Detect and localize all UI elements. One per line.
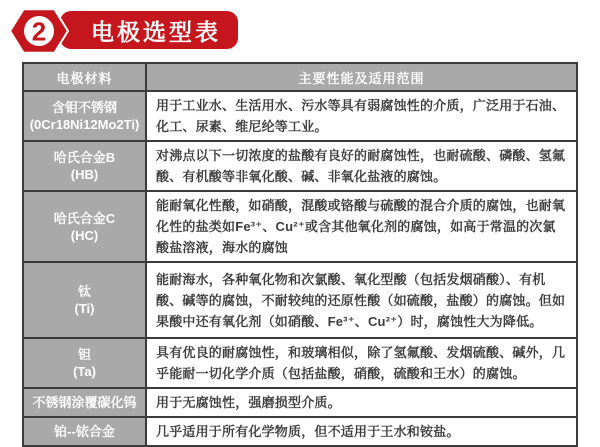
performance-cell: 能耐海水，各种氧化物和次氯酸、氧化型酸（包括发烟硝酸）、有机酸、碱等的腐蚀，不耐较纯的还原性酸（如硫酸，盐酸）的腐蚀。但如果酸中还有氧化剂（如硝酸、Fe³⁺、Cu²⁺）时，腐蚀性大为降低。 (146, 262, 577, 338)
table-header-row (23, 63, 577, 91)
material-cell (23, 191, 146, 262)
performance-cell: 用于无腐蚀性，强磨损型介质。 (146, 388, 577, 417)
material-name: 不锈钢涂覆碳化钨 (32, 395, 137, 410)
page-header (0, 0, 600, 58)
performance-cell: 能耐氧化性酸，如硝酸，混酸或铬酸与硫酸的混合介质的腐蚀，也耐氧化性的盐类如Fe³⁺、Cu²⁺或含其他氧化剂的腐蚀，如高于常温的次氯酸盐溶液，海水的腐蚀 (146, 191, 577, 262)
material-code: (Ta) (73, 364, 96, 379)
performance-cell: 几乎适用于所有化学物质，但不适用于王水和铵盐。 (146, 417, 577, 446)
page-title: 电极选型表 (91, 18, 221, 45)
material-cell (23, 338, 146, 388)
table-row (23, 141, 577, 191)
material-code: (HC) (70, 227, 99, 243)
material-name: 哈氏合金C (53, 210, 116, 226)
material-name: 钽 (77, 347, 91, 362)
performance-cell: 对沸点以下一切浓度的盐酸有良好的耐腐蚀性，也耐硫酸、磷酸、氢氟酸、有机酸等非氧化酸、碱、非氧化盐液的腐蚀。 (146, 141, 577, 191)
material-name: 含钼不锈钢 (51, 100, 117, 115)
material-code: (Ti) (74, 301, 95, 316)
material-code: (0Cr18Ni12Mo2Ti) (29, 117, 140, 132)
material-cell (23, 417, 146, 446)
performance-cell: 用于工业水、生活用水、污水等具有弱腐蚀性的介质，广泛用于石油、化工、尿素、维尼纶等工业。 (146, 91, 577, 141)
column-header-material: 电极材料 (23, 63, 146, 91)
table-row (23, 388, 577, 417)
table-row (23, 191, 577, 262)
material-cell (23, 141, 146, 191)
material-cell (23, 388, 146, 417)
table-row (23, 338, 577, 388)
performance-cell: 具有优良的耐腐蚀性，和玻璃相似，除了氢氟酸、发烟硫酸、碱外，几乎能耐一切化学介质（包括盐酸，硝酸，硫酸和王水）的腐蚀。 (146, 338, 577, 388)
material-cell (23, 262, 146, 338)
table-row (23, 91, 577, 141)
material-name: 哈氏合金B (53, 150, 116, 165)
table-row (23, 417, 577, 446)
material-code: (HB) (70, 167, 99, 182)
material-name: 钛 (77, 284, 91, 299)
column-header-performance: 主要性能及适用范围 (146, 63, 577, 91)
step-number-hexagon-icon (9, 7, 69, 55)
electrode-selection-table (22, 62, 578, 447)
step-number: 2 (31, 18, 47, 47)
material-name: 铂--铱合金 (54, 424, 115, 439)
material-cell (23, 91, 146, 141)
table-row (23, 262, 577, 338)
page-title-pill (60, 11, 238, 49)
